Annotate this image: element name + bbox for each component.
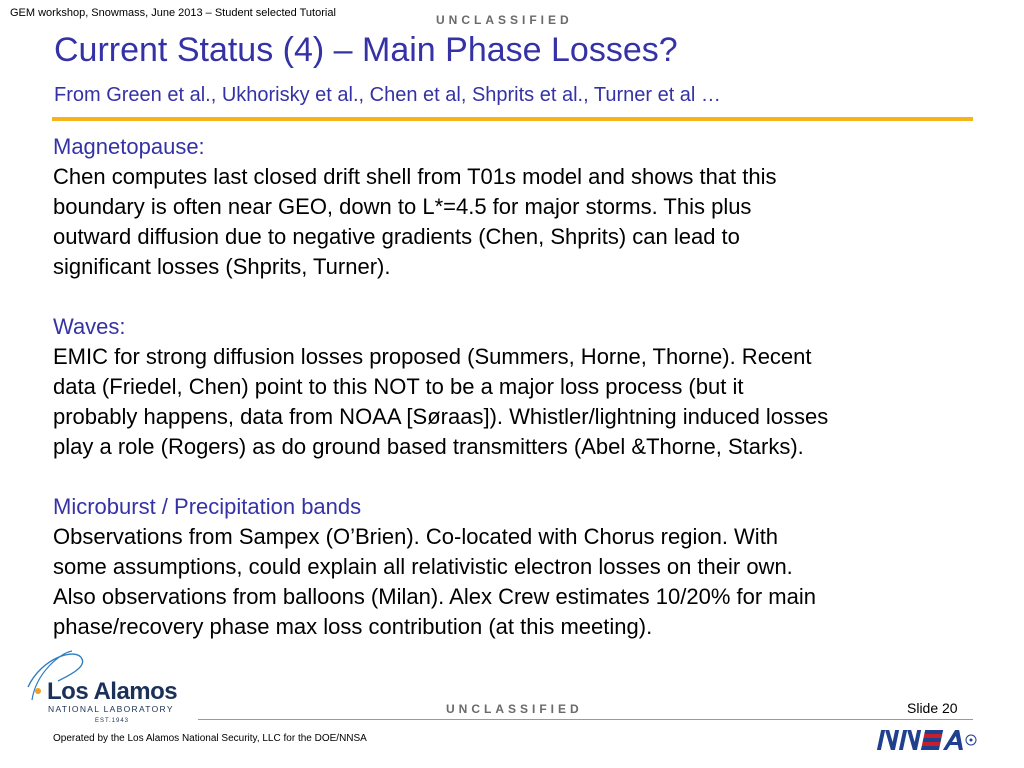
los-alamos-logo <box>22 645 192 727</box>
body-line: some assumptions, could explain all relativistic electron losses on their own. <box>53 554 793 579</box>
section-magnetopause <box>53 132 1013 282</box>
section-heading: Waves: <box>53 314 126 339</box>
classification-top: UNCLASSIFIED <box>436 13 573 27</box>
logo-name: Los Alamos <box>47 678 178 705</box>
nnsa-logo <box>874 726 978 754</box>
body-line: significant losses (Shprits, Turner). <box>53 254 391 279</box>
slide-title: Current Status (4) – Main Phase Losses? <box>54 31 678 69</box>
section-microburst <box>53 492 1013 642</box>
section-waves <box>53 312 1013 462</box>
logo-subtitle: NATIONAL LABORATORY <box>48 704 174 714</box>
body-line: boundary is often near GEO, down to L*=4.5 for major storms. This plus <box>53 194 752 219</box>
slide-subtitle: From Green et al., Ukhorisky et al., Chen et al, Shprits et al., Turner et al … <box>54 84 721 106</box>
slide-number: Slide 20 <box>907 700 958 716</box>
body-line: Observations from Sampex (O’Brien). Co-located with Chorus region. With <box>53 524 779 549</box>
title-divider <box>52 117 973 121</box>
body-line: play a role (Rogers) as do ground based transmitters (Abel &Thorne, Starks). <box>53 434 804 459</box>
workshop-caption: GEM workshop, Snowmass, June 2013 – Student selected Tutorial <box>10 7 336 19</box>
section-heading: Microburst / Precipitation bands <box>53 494 362 519</box>
operated-by-caption: Operated by the Los Alamos National Security, LLC for the DOE/NNSA <box>53 733 367 744</box>
body-line: probably happens, data from NOAA [Søraas]). Whistler/lightning induced losses <box>53 404 829 429</box>
classification-bottom: UNCLASSIFIED <box>446 702 583 716</box>
footer-divider <box>198 719 973 720</box>
body-line: outward diffusion due to negative gradients (Chen, Shprits) can lead to <box>53 224 740 249</box>
logo-established: EST.1943 <box>95 718 130 724</box>
body-line: phase/recovery phase max loss contribution (at this meeting). <box>53 614 653 639</box>
body-line: Chen computes last closed drift shell from T01s model and shows that this <box>53 164 777 189</box>
body-line: EMIC for strong diffusion losses proposed (Summers, Horne, Thorne). Recent <box>53 344 812 369</box>
section-heading: Magnetopause: <box>53 134 205 159</box>
body-line: data (Friedel, Chen) point to this NOT to be a major loss process (but it <box>53 374 744 399</box>
slide-body <box>53 132 1013 642</box>
body-line: Also observations from balloons (Milan). Alex Crew estimates 10/20% for main <box>53 584 816 609</box>
